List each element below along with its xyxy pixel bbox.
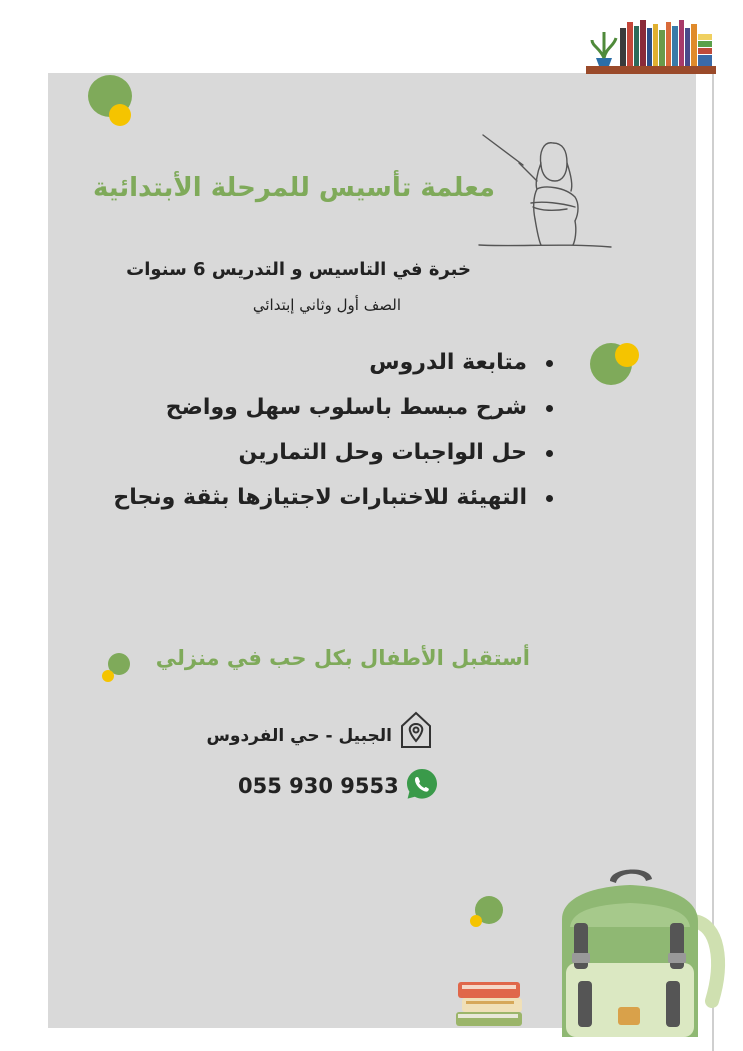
decor-dot-yellow [109, 104, 131, 126]
experience-text: خبرة في التاسيس و التدريس 6 سنوات [126, 259, 471, 280]
list-item [113, 343, 553, 388]
decor-dot-yellow [470, 915, 482, 927]
house-location-icon [399, 710, 433, 750]
bullet-icon [546, 495, 553, 502]
decor-dot-yellow [615, 343, 639, 367]
services-list [113, 343, 553, 523]
backpack-illustration [548, 861, 730, 1041]
bullet-icon [546, 405, 553, 412]
phone-number: 055 930 9553 [238, 774, 399, 798]
location-text: الجبيل - حي الفردوس [206, 726, 392, 746]
list-item [113, 433, 553, 478]
list-item-label: شرح مبسط باسلوب سهل وواضح [165, 395, 527, 420]
list-item-label: حل الواجبات وحل التمارين [238, 440, 527, 465]
flyer-title: معلمة تأسيس للمرحلة الأبتدائية [92, 173, 495, 203]
welcome-text: أستقبل الأطفال بكل حب في منزلي [155, 646, 530, 670]
list-item-label: متابعة الدروس [369, 350, 527, 375]
list-item-label: التهيئة للاختبارات لاجتيازها بثقة ونجاح [113, 485, 527, 510]
bullet-icon [546, 360, 553, 367]
whatsapp-icon [404, 766, 440, 802]
list-item [113, 388, 553, 433]
bookshelf-icon [586, 18, 716, 76]
list-item [113, 478, 553, 523]
teacher-illustration [475, 133, 615, 251]
books-stack-illustration [452, 972, 527, 1030]
decor-dot-yellow [102, 670, 114, 682]
grades-text: الصف أول وثاني إبتدائي [252, 296, 401, 314]
bullet-icon [546, 450, 553, 457]
